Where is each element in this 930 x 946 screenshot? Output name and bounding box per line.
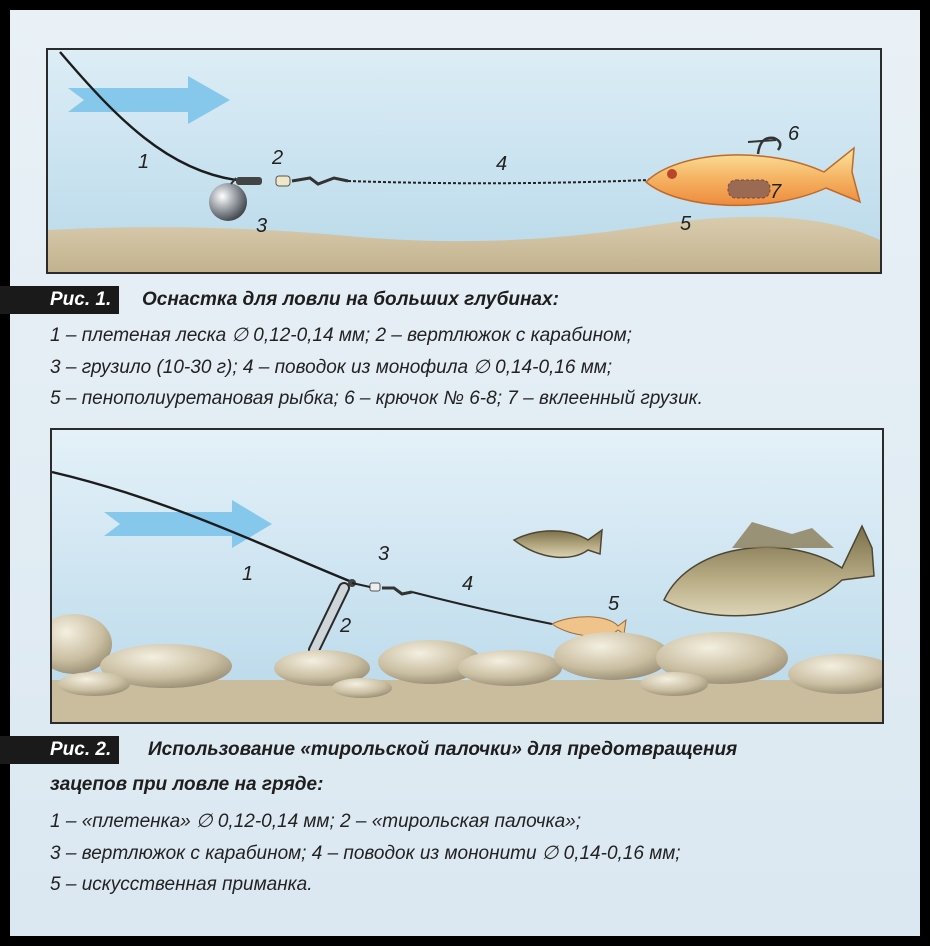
num-1: 1 [138, 151, 150, 173]
num-3: 3 [378, 543, 390, 565]
sinker [209, 183, 247, 221]
num-5: 5 [680, 213, 692, 235]
num-2: 2 [272, 147, 284, 169]
num-6: 6 [788, 123, 800, 145]
figure2-line-2: 3 – вертлюжок с карабином; 4 – поводок из мононити ∅ 0,14-0,16 мм; [50, 843, 681, 864]
figure2-title-line-1: Использование «тирольской палочки» для предотвращения [148, 739, 738, 760]
num-2: 2 [340, 615, 352, 637]
figure1-label: Рис. 1. [0, 286, 119, 314]
num-4: 4 [496, 153, 508, 175]
figure1-line-2: 3 – грузило (10-30 г); 4 – поводок из монофила ∅ 0,14-0,16 мм; [50, 357, 613, 378]
num-5: 5 [608, 593, 620, 615]
figure1-line-3: 5 – пенополиуретановая рыбка; 6 – крючок № 6-8; 7 – вклеенный грузик. [50, 388, 703, 409]
figure2-svg [52, 430, 882, 722]
figure1-title: Оснастка для ловли на больших глубинах: [142, 289, 559, 310]
num-3: 3 [256, 215, 268, 237]
figure1-line-1: 1 – плетеная леска ∅ 0,12-0,14 мм; 2 – вертлюжок с карабином; [50, 325, 632, 346]
num-7: 7 [770, 181, 782, 203]
figure2-label: Рис. 2. [0, 736, 119, 764]
figure2-line-1: 1 – «плетенка» ∅ 0,12-0,14 мм; 2 – «тирольская палочка»; [50, 811, 582, 832]
figure1-illustration [46, 48, 882, 274]
figure2-illustration [50, 428, 884, 724]
figure2-title-line-2: зацепов при ловле на гряде: [50, 774, 324, 795]
num-1: 1 [242, 563, 254, 585]
num-4: 4 [462, 573, 474, 595]
figure2-line-3: 5 – искусственная приманка. [50, 874, 313, 895]
figure1-svg [48, 50, 880, 272]
